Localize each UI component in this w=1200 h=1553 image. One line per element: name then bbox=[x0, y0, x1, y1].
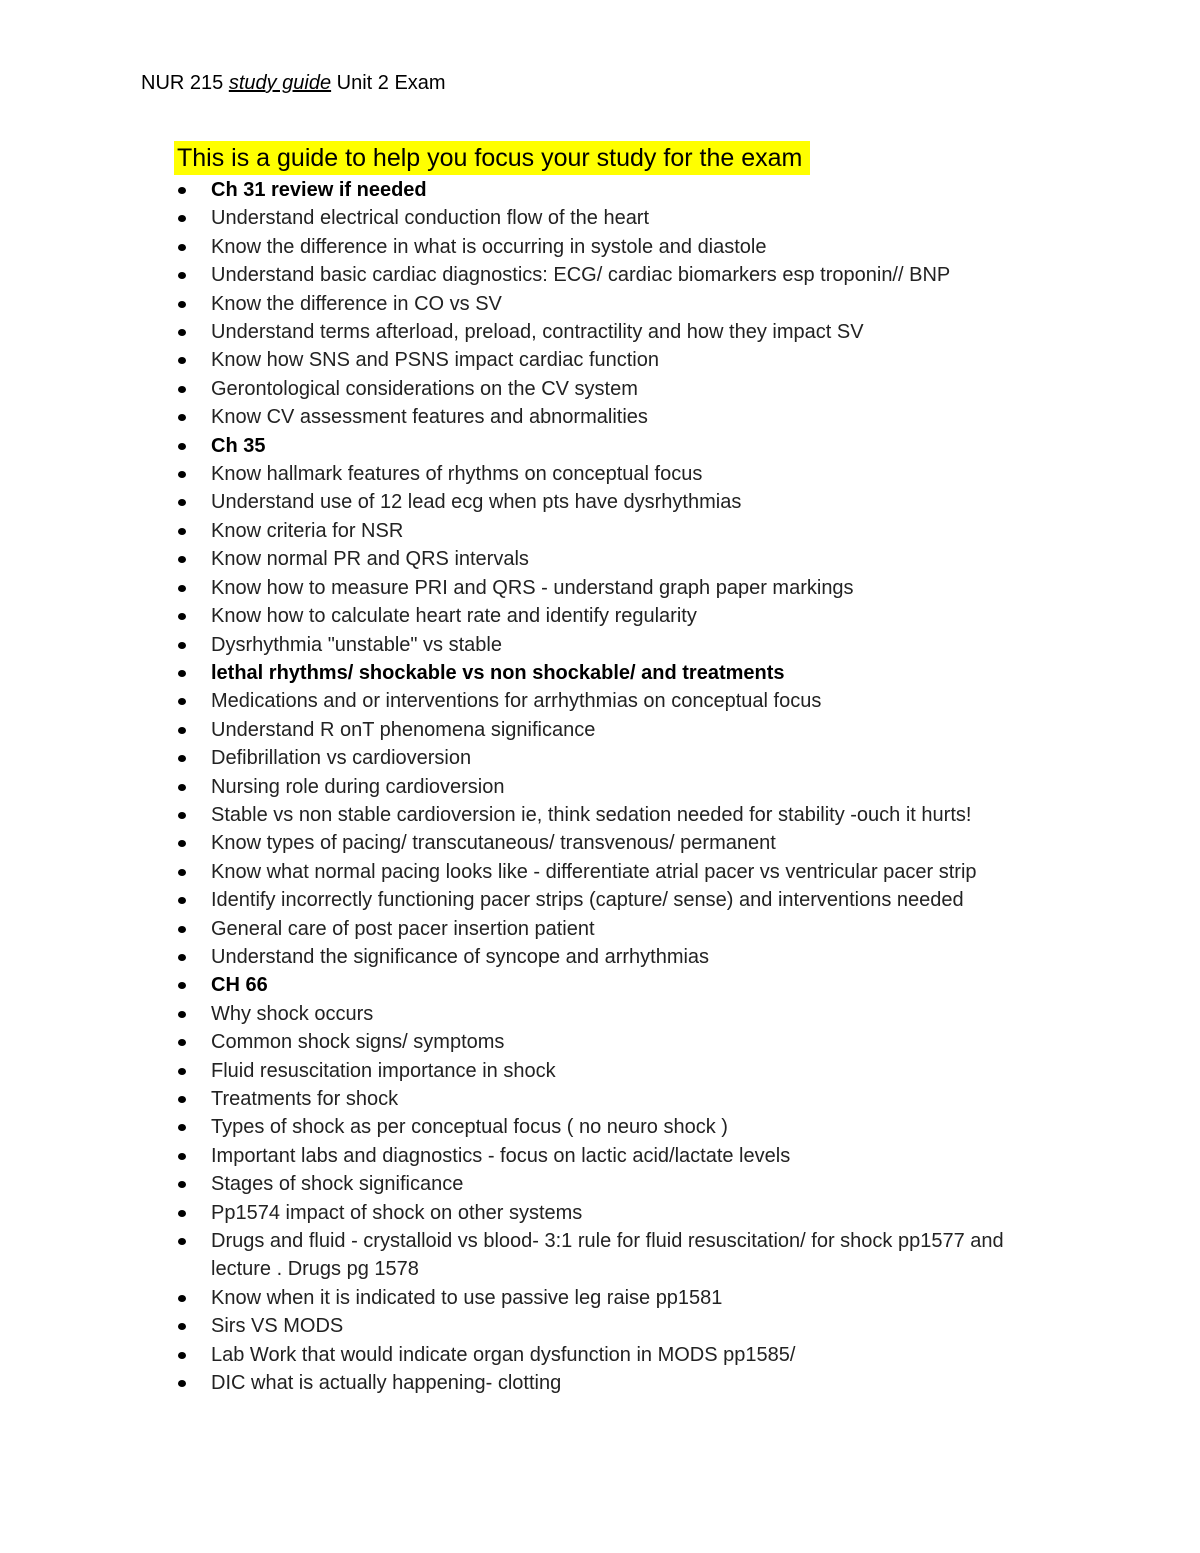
list-item-text: Lab Work that would indicate organ dysfunction in MODS pp1585/ bbox=[211, 1343, 796, 1366]
list-item-text: Know when it is indicated to use passive leg raise pp1581 bbox=[211, 1286, 723, 1309]
list-item-text: Know how to calculate heart rate and identify regularity bbox=[211, 605, 697, 628]
bullet-icon bbox=[178, 642, 186, 649]
bullet-icon bbox=[178, 272, 186, 279]
list-item-text: Know the difference in CO vs SV bbox=[211, 292, 502, 315]
list-item-text: Why shock occurs bbox=[211, 1002, 374, 1025]
list-item-text: Understand basic cardiac diagnostics: ECG/ cardiac biomarkers esp troponin// BNP bbox=[211, 264, 951, 287]
list-item-text: Understand terms afterload, preload, contractility and how they impact SV bbox=[211, 321, 864, 344]
list-item bbox=[174, 375, 1054, 403]
list-item bbox=[174, 744, 1054, 772]
list-item-text: Understand the significance of syncope and arrhythmias bbox=[211, 945, 710, 968]
bullet-icon bbox=[178, 414, 186, 421]
list-item bbox=[174, 318, 1054, 346]
bullet-icon bbox=[178, 1295, 186, 1302]
bullet-icon bbox=[178, 755, 186, 762]
list-item-text: Treatments for shock bbox=[211, 1088, 399, 1110]
list-item bbox=[174, 1341, 1054, 1369]
bullet-icon bbox=[178, 784, 186, 791]
list-item-text: Gerontological considerations on the CV system bbox=[211, 377, 638, 400]
bullet-icon bbox=[178, 698, 186, 705]
list-item-text: Common shock signs/ symptoms bbox=[211, 1031, 505, 1054]
list-item-text: lethal rhythms/ shockable vs non shockable/ and treatments bbox=[211, 661, 785, 684]
list-item bbox=[174, 1312, 1054, 1340]
bullet-icon bbox=[178, 215, 186, 222]
list-item-text: Dysrhythmia "unstable" vs stable bbox=[211, 633, 502, 656]
bullet-icon bbox=[178, 1380, 186, 1387]
list-item bbox=[174, 1028, 1054, 1056]
list-item bbox=[174, 1369, 1054, 1397]
bullet-icon bbox=[178, 301, 186, 308]
list-item bbox=[174, 801, 1054, 829]
list-item-text: Understand electrical conduction flow of the heart bbox=[211, 207, 650, 230]
bullet-icon bbox=[178, 1181, 186, 1188]
bullet-icon bbox=[178, 187, 186, 194]
list-item-text: Ch 31 review if needed bbox=[211, 179, 427, 201]
list-item-text: Know how SNS and PSNS impact cardiac function bbox=[211, 349, 659, 372]
list-item bbox=[174, 460, 1054, 488]
bullet-icon bbox=[178, 812, 186, 819]
bullet-icon bbox=[178, 499, 186, 506]
list-item bbox=[174, 1170, 1054, 1198]
header-emphasis: study guide bbox=[228, 72, 332, 94]
list-item-text: Medications and or interventions for arrhythmias on conceptual focus bbox=[211, 690, 822, 713]
list-item bbox=[174, 915, 1054, 943]
bullet-icon bbox=[178, 1068, 186, 1075]
list-item-text: Stable vs non stable cardioversion ie, think sedation needed for stability -ouch it hurts! bbox=[211, 803, 972, 826]
list-item bbox=[174, 1057, 1054, 1085]
bullet-icon bbox=[178, 556, 186, 563]
list-item-text: Know CV assessment features and abnormalities bbox=[211, 406, 648, 429]
bullet-icon bbox=[178, 386, 186, 393]
bullet-icon bbox=[178, 840, 186, 847]
list-item-text: Pp1574 impact of shock on other systems bbox=[211, 1201, 583, 1224]
list-item-text: Nursing role during cardioversion bbox=[211, 775, 505, 798]
list-item-text: Know normal PR and QRS intervals bbox=[211, 548, 529, 571]
list-item bbox=[174, 517, 1054, 545]
list-item-text: Know how to measure PRI and QRS - understand graph paper markings bbox=[211, 576, 854, 599]
bullet-icon bbox=[178, 1039, 186, 1046]
list-item bbox=[174, 886, 1054, 914]
list-item-text: Know hallmark features of rhythms on conceptual focus bbox=[211, 463, 703, 486]
bullet-icon bbox=[178, 727, 186, 734]
bullet-icon bbox=[178, 670, 186, 677]
bullet-icon bbox=[178, 329, 186, 336]
list-item bbox=[174, 233, 1054, 261]
bullet-icon bbox=[178, 1238, 186, 1245]
list-item-text: Know what normal pacing looks like - differentiate atrial pacer vs ventricular pacer strip bbox=[211, 860, 977, 883]
list-item bbox=[174, 943, 1054, 971]
list-item-text: CH 66 bbox=[211, 974, 268, 997]
list-item bbox=[174, 773, 1054, 801]
list-item bbox=[174, 1199, 1054, 1227]
list-item bbox=[174, 488, 1054, 516]
list-item bbox=[174, 290, 1054, 318]
list-item-text: Stages of shock significance bbox=[211, 1173, 464, 1196]
bullet-icon bbox=[178, 982, 186, 989]
list-item bbox=[174, 545, 1054, 573]
list-item bbox=[174, 602, 1054, 630]
list-item-text: Ch 35 bbox=[211, 434, 266, 457]
bullet-icon bbox=[178, 585, 186, 592]
list-item bbox=[174, 176, 1054, 204]
list-item bbox=[174, 432, 1054, 460]
highlighted-banner: This is a guide to help you focus your study for the exam bbox=[174, 141, 810, 175]
list-item bbox=[174, 716, 1054, 744]
list-item-text: Types of shock as per conceptual focus ( no neuro shock ) bbox=[211, 1116, 728, 1139]
bullet-icon bbox=[178, 244, 186, 251]
bullet-icon bbox=[178, 954, 186, 961]
list-item-text: General care of post pacer insertion patient bbox=[211, 917, 595, 940]
bullet-icon bbox=[178, 897, 186, 904]
bullet-icon bbox=[178, 1096, 186, 1103]
list-item-text: Know the difference in what is occurring in systole and diastole bbox=[211, 235, 767, 258]
bullet-icon bbox=[178, 1011, 186, 1018]
list-item-text: Sirs VS MODS bbox=[211, 1315, 344, 1338]
list-item bbox=[174, 858, 1054, 886]
bullet-icon bbox=[178, 528, 186, 535]
list-item bbox=[174, 1142, 1054, 1170]
list-item bbox=[174, 1227, 1054, 1284]
list-item-text: Understand R onT phenomena significance bbox=[211, 718, 596, 741]
bullet-icon bbox=[178, 357, 186, 364]
list-item-text: Identify incorrectly functioning pacer strips (capture/ sense) and interventions needed bbox=[211, 889, 964, 912]
bullet-icon bbox=[178, 471, 186, 478]
bullet-icon bbox=[178, 443, 186, 450]
list-item-text: Know types of pacing/ transcutaneous/ transvenous/ permanent bbox=[211, 832, 776, 855]
bullet-icon bbox=[178, 1210, 186, 1217]
list-item bbox=[174, 204, 1054, 232]
list-item bbox=[174, 574, 1054, 602]
list-item bbox=[174, 1000, 1054, 1028]
list-item-text: Understand use of 12 lead ecg when pts have dysrhythmias bbox=[211, 491, 742, 514]
list-item-text: Defibrillation vs cardioversion bbox=[211, 747, 472, 770]
document-header bbox=[141, 70, 446, 96]
bullet-icon bbox=[178, 1153, 186, 1160]
bullet-icon bbox=[178, 1352, 186, 1359]
bullet-icon bbox=[178, 1323, 186, 1330]
list-item bbox=[174, 631, 1054, 659]
bullet-icon bbox=[178, 613, 186, 620]
list-item-text: DIC what is actually happening- clotting bbox=[211, 1372, 562, 1395]
list-item-text: Know criteria for NSR bbox=[211, 519, 404, 542]
list-item bbox=[174, 1085, 1054, 1113]
list-item bbox=[174, 1113, 1054, 1141]
list-item-text: Important labs and diagnostics - focus on lactic acid/lactate levels bbox=[211, 1144, 791, 1167]
study-topic-list bbox=[174, 176, 1054, 1397]
bullet-icon bbox=[178, 926, 186, 933]
list-item bbox=[174, 659, 1054, 687]
bullet-icon bbox=[178, 869, 186, 876]
header-prefix: NUR 215 bbox=[141, 72, 229, 94]
list-item bbox=[174, 971, 1054, 999]
list-item-text: Fluid resuscitation importance in shock bbox=[211, 1059, 556, 1082]
list-item bbox=[174, 687, 1054, 715]
header-suffix: Unit 2 Exam bbox=[331, 72, 446, 94]
list-item bbox=[174, 261, 1054, 289]
list-item bbox=[174, 346, 1054, 374]
list-item bbox=[174, 1284, 1054, 1312]
list-item bbox=[174, 829, 1054, 857]
list-item bbox=[174, 403, 1054, 431]
bullet-icon bbox=[178, 1124, 186, 1131]
list-item-text: Drugs and fluid - crystalloid vs blood- 3:1 rule for fluid resuscitation/ for shock pp1577 and lecture . Drugs pg 1578 bbox=[211, 1230, 1004, 1281]
